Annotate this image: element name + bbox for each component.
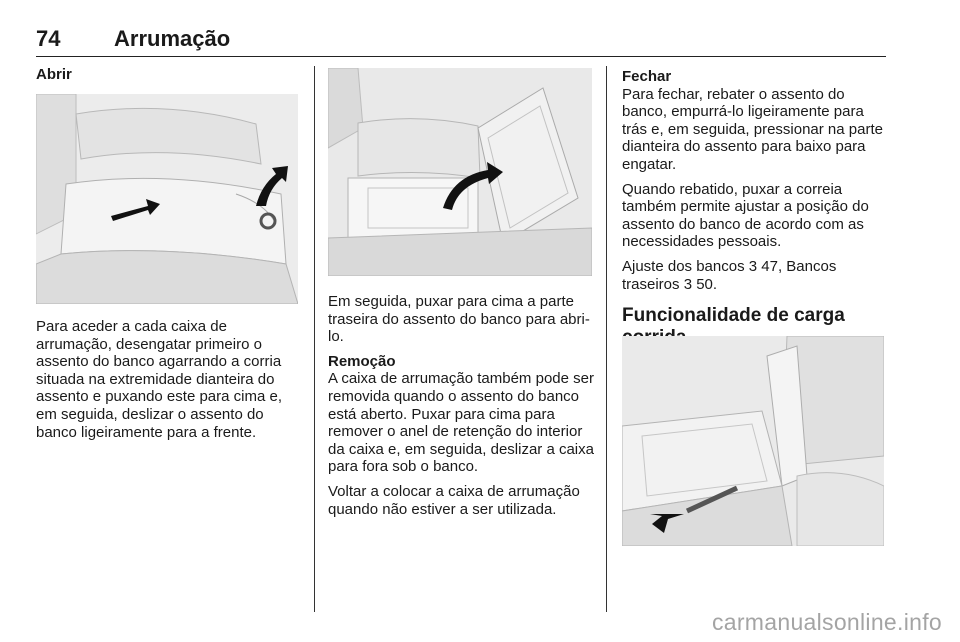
ref-bancos-label: , Bancos traseiros (622, 257, 837, 293)
paragraph-voltar: Voltar a colocar a caixa de arrumação quando não estiver a ser utilizada. (328, 482, 580, 518)
page-number: 74 (36, 26, 61, 51)
heading-carga-corrida: Funcionalidade de carga (622, 305, 845, 327)
paragraph-fechar: Para fechar, rebater o assento do banco, empurrá-lo ligeiramente para trás e, em seguida, pressionar na parte dianteira do assento para baixo para engatar. (622, 85, 883, 173)
illustration-long-load (622, 336, 884, 546)
column-3 (622, 68, 888, 349)
column-1-text (36, 318, 304, 448)
ref-arrow-icon: 3 (748, 257, 758, 275)
page-header (36, 26, 886, 57)
column-1 (36, 66, 304, 84)
paragraph-puxar: Em seguida, puxar para cima a parte traseira do assento do banco para abri-lo. (328, 293, 590, 346)
paragraph-rebatido: Quando rebatido, puxar a correia também permite ajustar a posição do assento do banco de acordo com as necessidades pessoais. (622, 180, 869, 251)
page-title: Arrumação (114, 26, 231, 51)
ref-arrow-icon: 3 (683, 275, 693, 293)
paragraph-remocao: A caixa de arrumação também pode ser removida quando o assento do banco está aberto. Puxar para cima para remover o anel de retenção do interior da caixa e, em seguida, deslizar a caixa para fora sob o banco. (328, 370, 594, 476)
heading-fechar: Fechar (622, 68, 672, 85)
paragraph-abrir: Para aceder a cada caixa de arrumação, desengatar primeiro o assento do banco agarrando a corria situada na extremidade dianteira do assento e puxando este para cima e, em seguida, deslizar o assento do banco ligeiramente para a frente. (36, 318, 282, 441)
ref-ajuste-page[interactable]: 47 (761, 257, 778, 275)
heading-abrir: Abrir (36, 66, 72, 83)
paragraph-references: Ajuste dos bancos 3 47, Bancos traseiros 3 50. (622, 257, 837, 293)
column-divider-1 (314, 66, 315, 612)
column-2 (328, 293, 594, 525)
ref-bancos-page[interactable]: 50 (696, 275, 713, 293)
watermark: carmanualsonline.info (711, 609, 942, 635)
column-divider-2 (606, 66, 607, 612)
heading-remocao: Remoção (328, 352, 396, 370)
illustration-seat-lifted (328, 68, 592, 276)
ref-ajuste-label: Ajuste dos bancos (622, 257, 745, 275)
illustration-open-seat (36, 94, 298, 304)
